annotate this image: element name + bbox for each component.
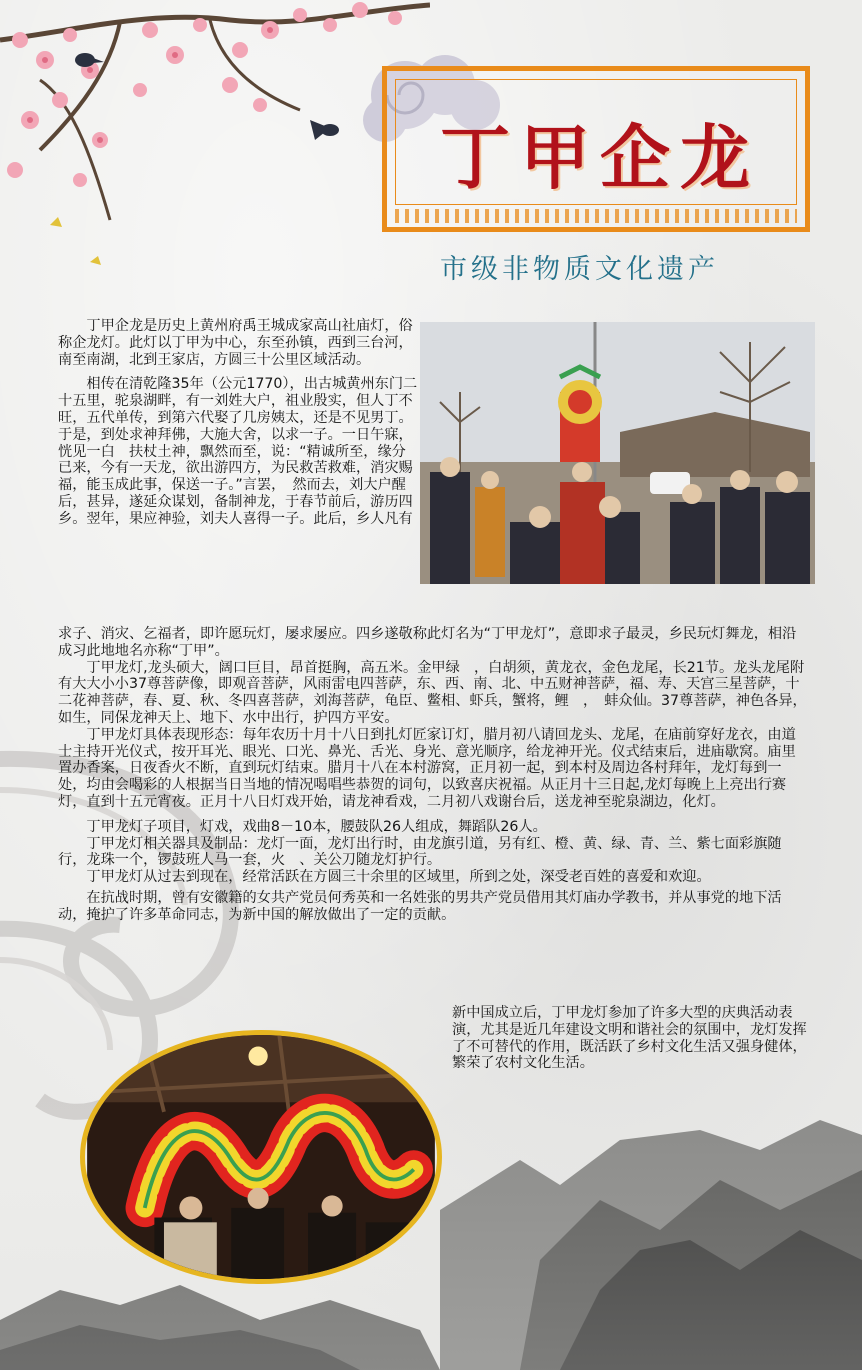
intro-paragraph: 相传在清乾隆35年（公元1770），出古城黄州东门二十五里，驼泉湖畔，有一刘姓大户，祖业殷实，但人丁不旺，五代单传，到第六代娶了几房姨太，还是不见男丁。于是，到处求神拜佛，大施大舍，以求一子。一日午寐，恍见一白 扶杖土神，飘然而至，说：“精诚所至，缘分已来，今有一天龙，欲出游四方，为民救苦救难，消灾赐福，能玉成此事，保送一子。”言罢， 然而去，刘大户醒后，甚异，遂延众谋划，备制神龙，于春节前后，游历四乡。翌年，果应神验，刘夫人喜得一子。此后，乡人凡有	[58, 376, 418, 527]
body-paragraph: 丁甲龙灯具体表现形态：每年农历十月十八日到扎灯匠家订灯，腊月初八请回龙头、龙尾，在庙前穿好龙衣，由道士主持开光仪式，按开耳光、眼光、口光、鼻光、舌光、身光、意光顺序，给龙神开光。仪式结束后，进庙歇窝。庙里置办香案，日夜香火不断，直到玩灯结束。腊月十八在本村游窝，正月初一起，到本村及周边各村拜年，龙灯每到一处，均由会喝彩的人根据当日当地的情况喝唱些恭贺的词句，以致喜庆祝福。从正月十三日起,龙灯每晚上上亮出行赛灯，直到十五元宵夜。正月十八日灯戏开始，请龙神看戏，二月初八戏谢台后，送龙神至驼泉湖边，化灯。	[58, 726, 796, 810]
body-paragraph: 丁甲龙灯相关器具及制品：龙灯一面，龙灯出行时，由龙旗引道，另有红、橙、黄、绿、青、兰、紫七面彩旗随行，龙珠一个，锣鼓班人马一套，火 、关公刀随龙灯护行。	[58, 835, 782, 869]
body-paragraph: 丁甲龙灯从过去到现在，经常活跃在方圆三十余里的区域里，所到之处，深受老百姓的喜爱和欢迎。	[86, 869, 711, 886]
body-paragraph: 丁甲龙灯,龙头硕大，阔口巨目，昂首挺胸，高五米。金甲绿 ，白胡须，黄龙衣，金色龙尾，长21节。龙头龙尾附有大大小小37尊菩萨像，即观音菩萨，风雨雷电四菩萨，东、西、南、北、中五财神菩萨，福、寿、天宫三星菩萨，十二花神菩萨，春、夏、秋、冬四喜菩萨，刘海菩萨，龟臣、鳖相、虾兵，蟹将，鲤 ， 蚌众仙。37尊菩萨，神色各异， 如生，同保龙神天上、地下、水中出行，护四方平安。	[58, 659, 814, 726]
body-paragraph: 在抗战时期，曾有安徽籍的女共产党员何秀英和一名姓张的男共产党员借用其灯庙办学教书，并从事党的地下活动，掩护了许多革命同志，为新中国的解放做出了一定的贡献。	[58, 889, 782, 923]
page-title: 丁甲企龙	[440, 116, 760, 199]
procession-photo	[420, 322, 815, 584]
intro-paragraph: 丁甲企龙是历史上黄州府禹王城成家高山社庙灯，俗称企龙灯。此灯以丁甲为中心，东至孙镇，西到三台河，南至南湖，北到王家店，方圆三十公里区域活动。	[58, 318, 413, 368]
body-paragraph: 求子、消灾、乞福者，即许愿玩灯，屡求屡应。四乡遂敬称此灯名为“丁甲龙灯”，意即求子最灵，乡民玩灯舞龙，相沿成习此地地名亦称“丁甲”。	[58, 626, 797, 659]
page-subtitle: 市级非物质文化遗产	[440, 254, 719, 285]
closing-text	[452, 1005, 812, 1072]
body-paragraph: 丁甲龙灯子项目，灯戏，戏曲8－10本，腰鼓队26人组成，舞蹈队26人。	[86, 818, 547, 835]
fret-pattern	[395, 209, 797, 223]
closing-paragraph: 新中国成立后，丁甲龙灯参加了许多大型的庆典活动表演，尤其是近几年建设文明和谐社会的氛围中，龙灯发挥了不可替代的作用，既活跃了乡村文化生活又强身健体，繁荣了农村文化生活。	[452, 1005, 807, 1072]
body-text	[58, 626, 814, 924]
intro-text	[58, 318, 418, 528]
dragon-lantern-photo	[80, 1030, 442, 1284]
